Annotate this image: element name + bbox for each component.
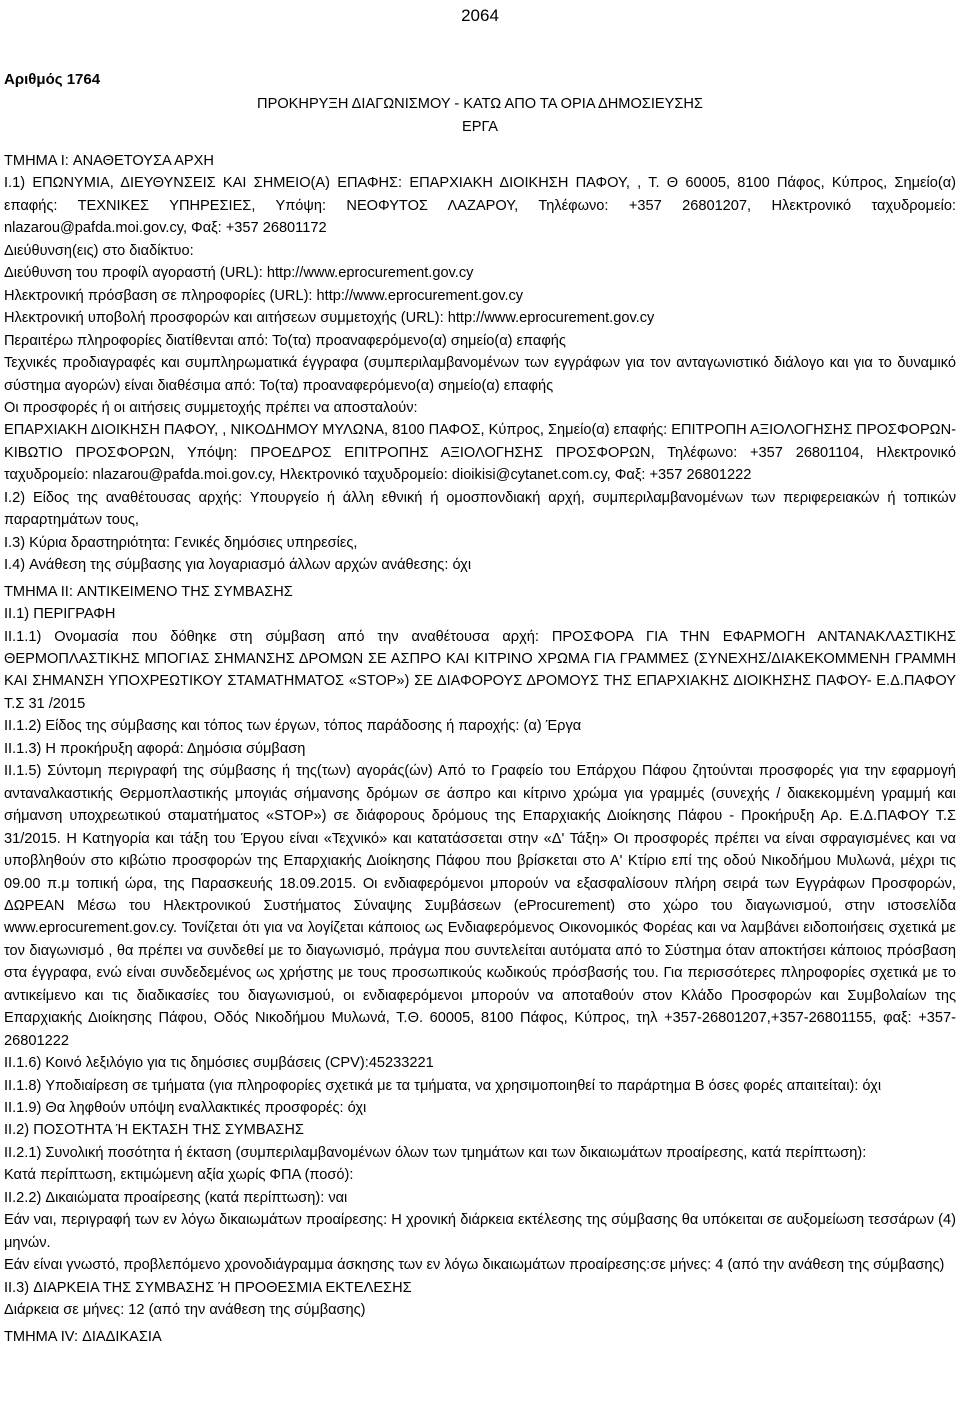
paragraph: Τεχνικές προδιαγραφές και συμπληρωματικά έγγραφα (συμπεριλαμβανομένων των εγγράφων για τον ανταγωνιστικό διάλογο και για το δυναμικό σύστημα αγορών) είναι διαθέσιμα από: Το(τα) προαναφερόμενο(α) σημείο(α) επαφής (4, 355, 956, 394)
notice-body (4, 150, 956, 1348)
paragraph: II.2) ΠΟΣΟΤΗΤΑ Ή ΕΚΤΑΣΗ ΤΗΣ ΣΥΜΒΑΣΗΣ (4, 1122, 304, 1139)
paragraph: II.2.2) Δικαιώματα προαίρεσης (κατά περίπτωση): ναι (4, 1189, 348, 1206)
paragraph: Εάν είναι γνωστό, προβλεπόμενο χρονοδιάγραμμα άσκησης των εν λόγω δικαιωμάτων προαίρεσης:σε μήνες: 4 (από την ανάθεση της σύμβασης) (4, 1257, 945, 1274)
paragraph: II.1.1) Ονομασία που δόθηκε στη σύμβαση από την αναθέτουσα αρχή: ΠΡΟΣΦΟΡΑ ΓΙΑ ΤΗΝ ΕΦΑΡΜΟΓΗ ΑΝΤΑΝΑΚΛΑΣΤΙΚΗΣ ΘΕΡΜΟΠΛΑΣΤΙΚΗΣ ΜΠΟΓΙΑΣ ΣΗΜΑΝΣΗΣ ΔΡΟΜΩΝ ΣΕ ΑΣΠΡΟ ΚΑΙ ΚΙΤΡΙΝΟ ΧΡΩΜΑ ΓΙΑ ΓΡΑΜΜΕΣ (ΣΥΝΕΧΗΣ/ΔΙΑΚΕΚΟΜΜΕΝΗ ΓΡΑΜΜΗ ΚΑΙ ΣΗΜΑΝΣΗ ΥΠΟΧΡΕΩΤΙΚΟΥ ΣΤΑΜΑΤΗΜΑΤΟΣ «STOP») ΣΕ ΔΙΑΦΟΡΟΥΣ ΔΡΟΜΟΥΣ ΤΗΣ ΕΠΑΡΧΙΑΚΗΣ ΔΙΟΙΚΗΣΗΣ ΠΑΦΟΥ- Ε.Δ.ΠΑΦΟΥ Τ.Σ 31 /2015 (4, 628, 956, 712)
paragraph: II.1.8) Υποδιαίρεση σε τμήματα (για πληροφορίες σχετικά με τα τμήματα, να χρησιμοποιηθεί το παράρτημα Β όσες φορές απαιτείται): όχι (4, 1077, 882, 1094)
paragraph: II.1.6) Κοινό λεξιλόγιο για τις δημόσιες συμβάσεις (CPV):45233221 (4, 1055, 434, 1072)
paragraph: II.2.1) Συνολική ποσότητα ή έκταση (συμπεριλαμβανομένων όλων των τμημάτων και των δικαιωμάτων προαίρεσης, κατά περίπτωση): (4, 1144, 867, 1161)
paragraph: Εάν ναι, περιγραφή των εν λόγω δικαιωμάτων προαίρεσης: Η χρονική διάρκεια εκτέλεσης της σύμβασης θα υπόκειται σε αυξομείωση τεσσάρων (4) μηνών. (4, 1212, 956, 1251)
section-heading: ΤΜΗΜΑ IV: ΔΙΑΔΙΚΑΣΙΑ (4, 1328, 162, 1345)
paragraph: I.2) Είδος της αναθέτουσας αρχής: Υπουργείο ή άλλη εθνική ή ομοσπονδιακή αρχή, συμπεριλαμβανομένων των περιφερειακών ή τοπικών παραρτημάτων τους, (4, 489, 956, 529)
notice-title-line: ΕΡΓΑ (462, 118, 498, 135)
paragraph: II.1.3) Η προκήρυξη αφορά: Δημόσια σύμβαση (4, 740, 306, 757)
paragraph: II.1.5) Σύντομη περιγραφή της σύμβασης ή της(των) αγοράς(ών) Από το Γραφείο του Επάρχου Πάφου ζητούνται προσφορές για την εφαρμογή ανταναλκαστικής Θερμοπλαστικής μπογιάς σήμανσης δρόμων σε άσπρο και κίτρινο χρώμα για γραμμές (συνεχής / διακεκομμένη γραμμή και σήμανση υποχρεωτικού σταματήματος «STOP») σε διάφορους δρόμους της Επαρχιακής Διοίκησης Πάφου - Προκήρυξη Αρ. Ε.Δ.ΠΑΦΟΥ Τ.Σ 31/2015. Η Κατηγορία και τάξη του Έργου είναι «Τεχνικό» και κατατάσσεται στην «Δ' Τάξη» Οι προσφορές πρέπει να είναι σφραγισμένες και να υποβληθούν στο κιβώτιο προσφορών της Επαρχιακής Διοίκησης Πάφου που βρίσκεται στο Α' Κτίριο επί της οδού Νικοδήμου Μυλωνά, μέχρι τις 09.00 π.μ τοπική ώρα, της Παρασκευής 18.09.2015. Οι ενδιαφερόμενοι μπορούν να εξασφαλίσουν πλήρη σειρά των Εγγράφων Προσφορών, ΔΩΡΕΑΝ Μέσω του Ηλεκτρονικού Συστήματος Σύναψης Συμβάσεων (eProcurement) στο χώρο του διαγωνισμού, στην ιστοσελίδα www.eprocurement.gov.cy. Τονίζεται ότι για να λογίζεται κάποιος ως Ενδιαφερόμενος Οικονομικός Φορέας και να λαμβάνει ειδοποιήσεις σχετικά με τον διαγωνισμό , θα πρέπει να συνδεθεί με το διαγωνισμό, πράγμα που συντελείται αυτόματα από το Σύστημα όταν αποκτήσει κάποιος πρόσβαση στα έγγραφα, ενώ είναι συνδεδεμένος ως χρήστης με τους προσωπικούς κωδικούς πρόσβασής του. Για περισσότερες πληροφορίες σχετικά με το αντικείμενο και τις διαδικασίες του διαγωνισμού, οι ενδιαφερόμενοι μπορούν να αποταθούν στον Κλάδο Προσφορών και Συμβολαίων της Επαρχιακής Διοίκησης Πάφου, Οδός Νικοδήμου Μυλωνά, Τ.Θ. 60005, 8100 Πάφος, Κύπρος, τηλ +357-26801207,+357-26801155, φαξ: +357-26801222 (4, 763, 956, 1049)
paragraph: Περαιτέρω πληροφορίες διατίθενται από: Το(τα) προαναφερόμενο(α) σημείο(α) επαφής (4, 332, 566, 349)
paragraph: Ηλεκτρονική πρόσβαση σε πληροφορίες (URL): http://www.eprocurement.gov.cy (4, 287, 524, 304)
notice-number: Αριθμός 1764 (4, 71, 101, 88)
paragraph: Ηλεκτρονική υποβολή προσφορών και αιτήσεων συμμετοχής (URL): http://www.eprocurement.gov.cy (4, 310, 655, 327)
paragraph: I.4) Ανάθεση της σύμβασης για λογαριασμό άλλων αρχών ανάθεσης: όχι (4, 557, 472, 574)
paragraph: ΕΠΑΡΧΙΑΚΗ ΔΙΟΙΚΗΣΗ ΠΑΦΟΥ, , ΝΙΚΟΔΗΜΟΥ ΜΥΛΩΝΑ, 8100 ΠΑΦΟΣ, Κύπρος, Σημείο(α) επαφής: ΕΠΙΤΡΟΠΗ ΑΞΙΟΛΟΓΗΣΗΣ ΠΡΟΣΦΟΡΩΝ-ΚΙΒΩΤΙΟ ΠΡΟΣΦΟΡΩΝ, Υπόψη: ΠΡΟΕΔΡΟΣ ΕΠΙΤΡΟΠΗΣ ΑΞΙΟΛΟΓΗΣΗΣ ΠΡΟΣΦΟΡΩΝ, Τηλέφωνο: +357 26801104, Ηλεκτρονικό ταχυδρομείο: nlazarou@pafda.moi.gov.cy, Ηλεκτρονικό ταχυδρομείο: dioikisi@cytanet.com.cy, Φαξ: +357 26801222 (4, 422, 956, 484)
section-heading: ΤΜΗΜΑ II: ΑΝΤΙΚΕΙΜΕΝΟ ΤΗΣ ΣΥΜΒΑΣΗΣ (4, 583, 293, 600)
paragraph: II.1.9) Θα ληφθούν υπόψη εναλλακτικές προσφορές: όχι (4, 1100, 367, 1117)
paragraph: Διεύθυνση(εις) στο διαδίκτυο: (4, 242, 194, 259)
paragraph: I.3) Κύρια δραστηριότητα: Γενικές δημόσιες υπηρεσίες, (4, 534, 358, 551)
paragraph: Οι προσφορές ή οι αιτήσεις συμμετοχής πρέπει να αποσταλούν: (4, 399, 418, 416)
paragraph: II.1.2) Είδος της σύμβασης και τόπος των έργων, τόπος παράδοσης ή παροχής: (α) Έργα (4, 718, 582, 735)
paragraph: Διάρκεια σε μήνες: 12 (από την ανάθεση της σύμβασης) (4, 1302, 366, 1319)
notice-title-line: ΠΡΟΚΗΡΥΞΗ ΔΙΑΓΩΝΙΣΜΟΥ - ΚΑΤΩ ΑΠΟ ΤΑ ΟΡΙΑ ΔΗΜΟΣΙΕΥΣΗΣ (257, 96, 703, 112)
paragraph: Διεύθυνση του προφίλ αγοραστή (URL): http://www.eprocurement.gov.cy (4, 265, 474, 282)
paragraph: II.3) ΔΙΑΡΚΕΙΑ ΤΗΣ ΣΥΜΒΑΣΗΣ Ή ΠΡΟΘΕΣΜΙΑ ΕΚΤΕΛΕΣΗΣ (4, 1279, 412, 1296)
page-number: 2064 (461, 6, 499, 25)
notice-title (4, 93, 956, 138)
paragraph: Κατά περίπτωση, εκτιμώμενη αξία χωρίς ΦΠΑ (ποσό): (4, 1167, 354, 1184)
paragraph: II.1) ΠΕΡΙΓΡΑΦΗ (4, 606, 116, 623)
section-heading: ΤΜΗΜΑ I: ΑΝΑΘΕΤΟΥΣΑ ΑΡΧΗ (4, 153, 214, 169)
paragraph: I.1) ΕΠΩΝΥΜΙΑ, ΔΙΕΥΘΥΝΣΕΙΣ ΚΑΙ ΣΗΜΕΙΟ(Α) ΕΠΑΦΗΣ: ΕΠΑΡΧΙΑΚΗ ΔΙΟΙΚΗΣΗ ΠΑΦΟΥ, , Τ. Θ 60005, 8100 Πάφος, Κύπρος, Σημείο(α) επαφής: ΤΕΧΝΙΚΕΣ ΥΠΗΡΕΣΙΕΣ, Υπόψη: ΝΕΟΦΥΤΟΣ ΛΑΖΑΡΟΥ, Τηλέφωνο: +357 26801207, Ηλεκτρονικό ταχυδρομείο: nlazarou@pafda.moi.gov.cy, Φαξ: +357 26801172 (4, 175, 956, 237)
